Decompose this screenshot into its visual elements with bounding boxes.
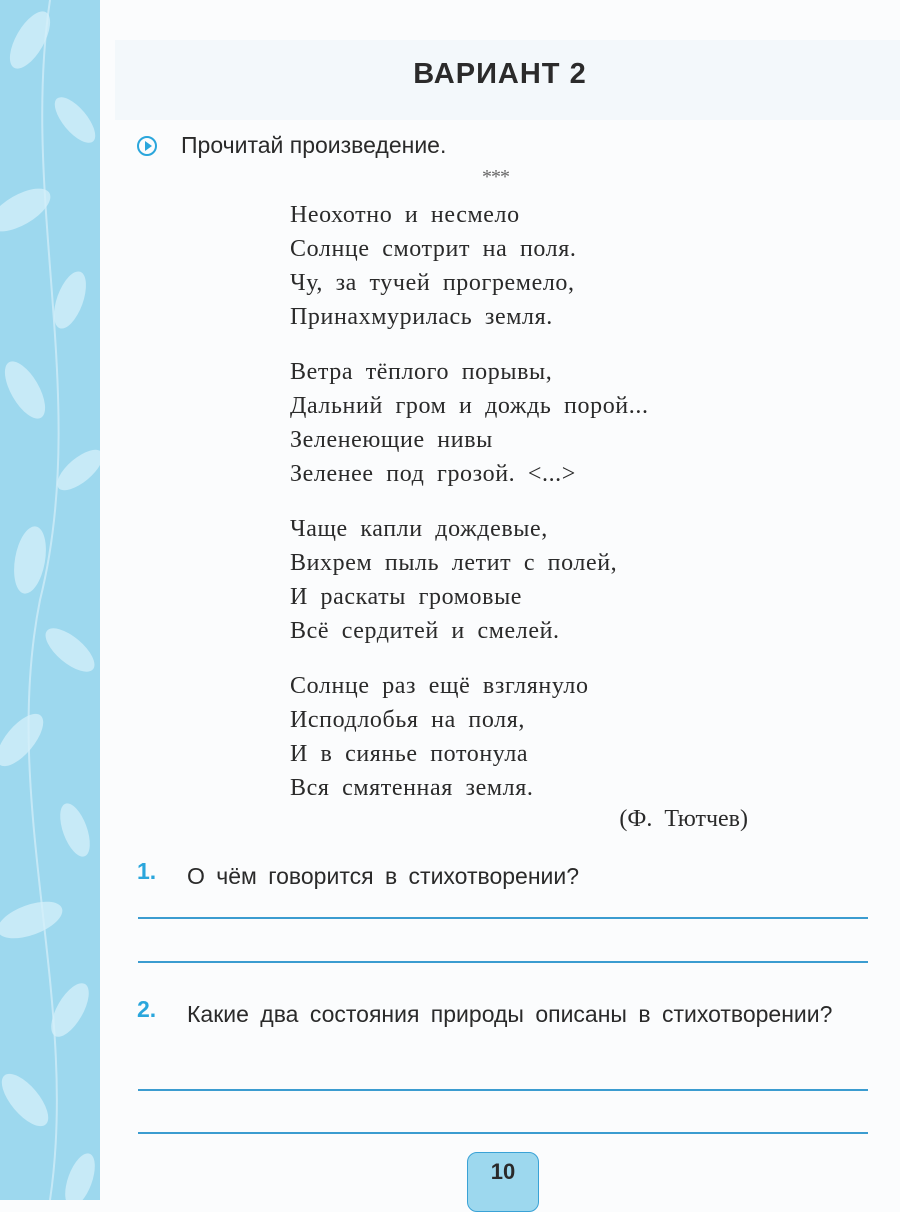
poem-line: Дальний гром и дождь порой... — [290, 393, 649, 419]
poem-heading: *** — [482, 166, 509, 188]
poem-stanza — [290, 198, 649, 334]
poem-line: Зеленеющие нивы — [290, 427, 493, 453]
page-title — [0, 58, 900, 91]
question-number: 1. — [137, 858, 157, 884]
leaf-pattern-icon — [0, 0, 100, 1200]
question-text: Какие два состояния природы описаны в стихотворении? — [187, 1001, 833, 1027]
poem-line: Исподлобья на поля, — [290, 707, 525, 733]
answer-line[interactable] — [138, 961, 868, 963]
question-1 — [137, 858, 867, 894]
poem-line: Принахмурилась земля. — [290, 304, 553, 330]
poem-stanza — [290, 355, 649, 491]
poem-line: Вихрем пыль летит с полей, — [290, 550, 618, 576]
poem-line: Всё сердитей и смелей. — [290, 618, 560, 644]
poem-author: (Ф. Тютчев) — [619, 806, 748, 832]
poem — [290, 198, 649, 826]
arrow-right-circle-icon — [137, 136, 157, 156]
title-text: ВАРИАНТ 2 — [413, 58, 587, 90]
instruction-text: Прочитай произведение. — [181, 132, 447, 158]
answer-line[interactable] — [138, 1089, 868, 1091]
poem-line: Солнце смотрит на поля. — [290, 236, 577, 262]
poem-line: Неохотно и несмело — [290, 202, 520, 228]
decorative-leaf-border — [0, 0, 100, 1200]
poem-stanza — [290, 512, 649, 648]
answer-line[interactable] — [138, 1132, 868, 1134]
poem-line: И в сиянье потонула — [290, 741, 529, 767]
instruction — [137, 132, 446, 159]
poem-line: И раскаты громовые — [290, 584, 523, 610]
question-2 — [137, 996, 877, 1032]
poem-line: Ветра тёплого порывы, — [290, 359, 553, 385]
poem-stanza — [290, 669, 649, 805]
poem-line: Вся смятенная земля. — [290, 775, 534, 801]
page-number: 10 — [467, 1152, 539, 1212]
poem-line: Солнце раз ещё взглянуло — [290, 673, 589, 699]
answer-line[interactable] — [138, 917, 868, 919]
poem-line: Чу, за тучей прогремело, — [290, 270, 575, 296]
question-number: 2. — [137, 996, 157, 1022]
poem-line: Зеленее под грозой. <...> — [290, 461, 576, 487]
question-text: О чём говорится в стихотворении? — [187, 863, 580, 889]
poem-line: Чаще капли дождевые, — [290, 516, 548, 542]
